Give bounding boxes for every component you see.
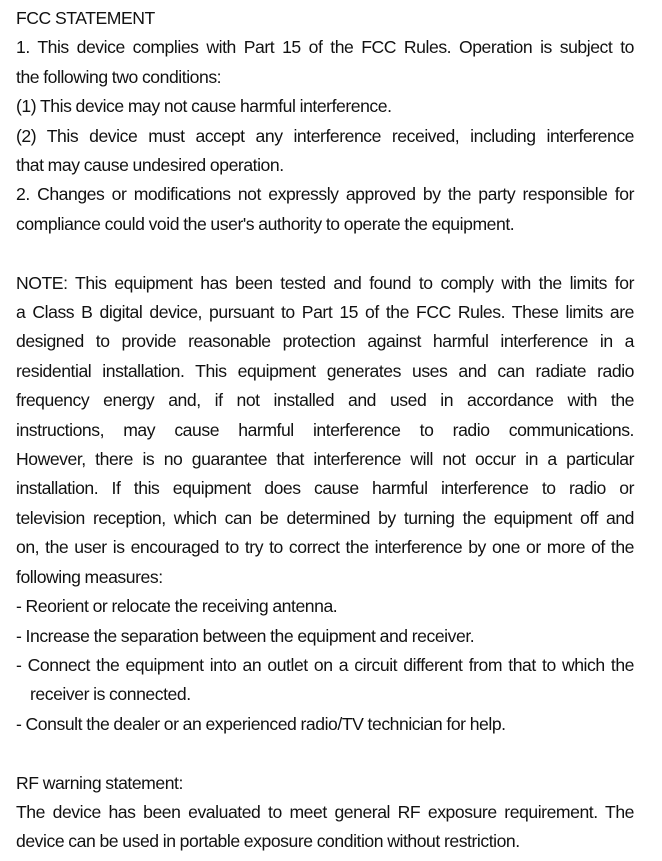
rf-warning-line-1: The device has been evaluated to meet general RF exposure requirement. The <box>16 801 634 822</box>
note-line-7: However, there is no guarantee that interference will not occur in a particular <box>16 449 634 470</box>
measure-item: - Consult the dealer or an experienced radio/TV technician for help. <box>16 713 506 734</box>
paragraph-gap <box>16 239 634 268</box>
note-line-1: NOTE: This equipment has been tested and found to comply with the limits for <box>16 272 634 293</box>
fcc-statement-title: FCC STATEMENT <box>16 8 155 28</box>
note-line-3: designed to provide reasonable protection against harmful interference in a <box>16 331 634 352</box>
fcc-changes-line-cont: compliance could void the user's authority to operate the equipment. <box>16 213 515 234</box>
measure-item: - Connect the equipment into an outlet on a circuit different from that to which the <box>16 654 634 675</box>
note-line-2: a Class B digital device, pursuant to Part 15 of the FCC Rules. These limits are <box>16 302 634 323</box>
note-line-8: installation. If this equipment does cause harmful interference to radio or <box>16 478 634 499</box>
rf-warning-line-2: device can be used in portable exposure condition without restriction. <box>16 831 520 852</box>
note-line-10: on, the user is encouraged to try to correct the interference by one or more of the <box>16 537 634 558</box>
fcc-changes-line: 2. Changes or modifications not expressly approved by the party responsible for <box>16 184 634 205</box>
fcc-line-1: 1. This device complies with Part 15 of the FCC Rules. Operation is subject to <box>16 37 634 58</box>
note-line-11: following measures: <box>16 566 163 587</box>
document <box>16 4 634 857</box>
note-line-6: instructions, may cause harmful interference to radio communications. <box>16 419 634 440</box>
note-line-4: residential installation. This equipment generates uses and can radiate radio <box>16 360 634 381</box>
fcc-line-2: the following two conditions: <box>16 66 222 87</box>
fcc-condition-1: (1) This device may not cause harmful interference. <box>16 96 392 117</box>
note-line-5: frequency energy and, if not installed and used in accordance with the <box>16 390 634 411</box>
measure-item: - Reorient or relocate the receiving antenna. <box>16 596 338 617</box>
measure-item: - Increase the separation between the equipment and receiver. <box>16 625 475 646</box>
fcc-condition-2: (2) This device must accept any interference received, including interference <box>16 125 634 146</box>
rf-warning-title: RF warning statement: <box>16 772 183 793</box>
fcc-condition-2-cont: that may cause undesired operation. <box>16 155 284 176</box>
note-line-9: television reception, which can be determined by turning the equipment off and <box>16 507 634 528</box>
paragraph-gap <box>16 739 634 768</box>
measure-item-cont: receiver is connected. <box>30 684 191 705</box>
